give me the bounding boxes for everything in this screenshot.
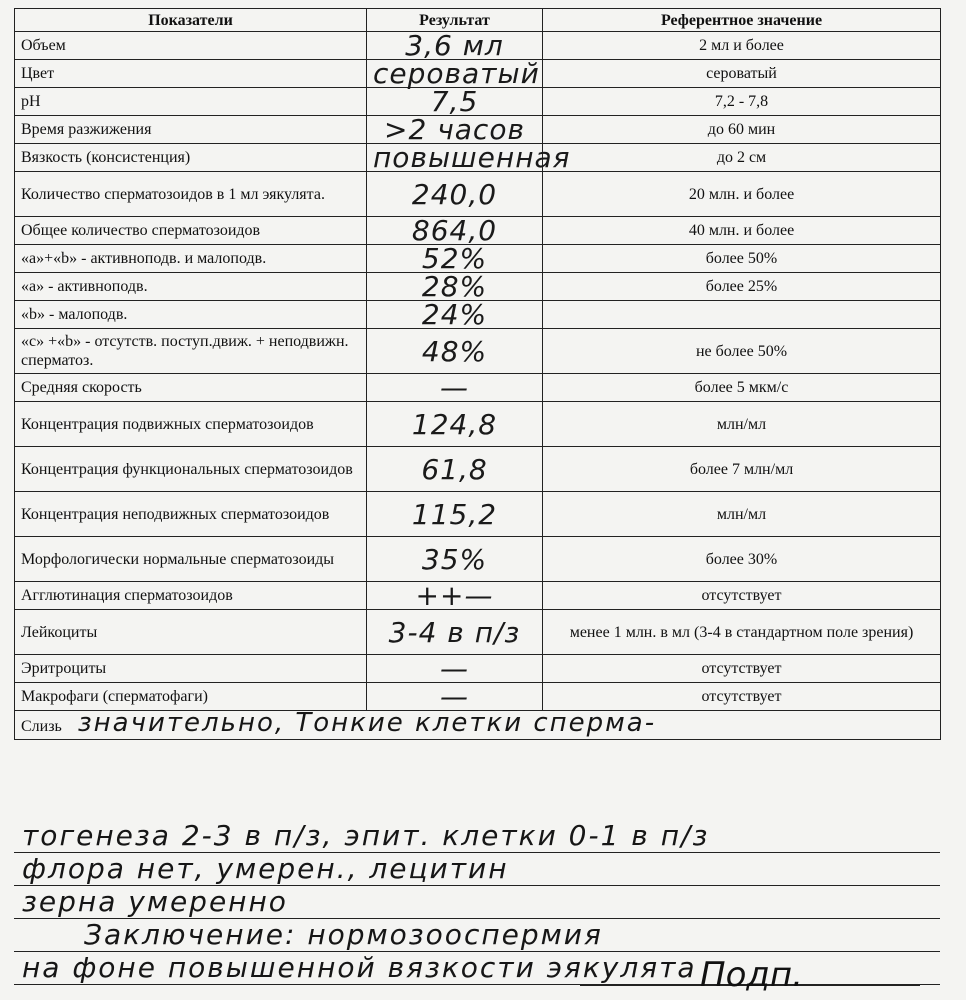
row-reference: отсутствует [543, 655, 941, 683]
row-result: 3,6 мл [367, 32, 543, 60]
conclusion-text: Заключение: нормозооспермия [84, 918, 603, 951]
row-result: 48% [367, 329, 543, 374]
row-result: 52% [367, 245, 543, 273]
row-reference: более 5 мкм/с [543, 374, 941, 402]
row-reference: более 7 млн/мл [543, 447, 941, 492]
table-row [15, 655, 941, 683]
conclusion-line [14, 919, 940, 952]
mucus-label: Слизь [21, 718, 62, 735]
row-name: Общее количество сперматозоидов [15, 217, 367, 245]
row-result: 3-4 в п/з [367, 610, 543, 655]
row-reference: более 50% [543, 245, 941, 273]
row-reference: до 2 см [543, 144, 941, 172]
row-reference: более 30% [543, 537, 941, 582]
table-row [15, 402, 941, 447]
table-row [15, 32, 941, 60]
row-result: 61,8 [367, 447, 543, 492]
row-result: >2 часов [367, 116, 543, 144]
row-result: 240,0 [367, 172, 543, 217]
row-name: Объем [15, 32, 367, 60]
row-reference: 20 млн. и более [543, 172, 941, 217]
note-line [14, 886, 940, 919]
table-row [15, 492, 941, 537]
header-reference: Референтное значение [543, 9, 941, 32]
analysis-sheet [14, 8, 940, 740]
row-result: 115,2 [367, 492, 543, 537]
note-line [14, 820, 940, 853]
row-name: Эритроциты [15, 655, 367, 683]
row-name: Морфологически нормальные сперматозоиды [15, 537, 367, 582]
row-result: ++— [367, 582, 543, 610]
row-name: Цвет [15, 60, 367, 88]
row-reference: не более 50% [543, 329, 941, 374]
row-reference: до 60 мин [543, 116, 941, 144]
row-reference: 7,2 - 7,8 [543, 88, 941, 116]
row-name: Средняя скорость [15, 374, 367, 402]
row-result: 28% [367, 273, 543, 301]
row-name: Вязкость (консистенция) [15, 144, 367, 172]
row-result: 24% [367, 301, 543, 329]
row-result: — [367, 655, 543, 683]
table-row [15, 537, 941, 582]
table-row [15, 217, 941, 245]
table-row [15, 116, 941, 144]
note-text: тогенеза 2-3 в п/з, эпит. клетки 0-1 в п/з [22, 819, 710, 852]
note-line [14, 853, 940, 886]
table-row [15, 301, 941, 329]
row-result: 7,5 [367, 88, 543, 116]
table-row [15, 683, 941, 711]
row-result: 864,0 [367, 217, 543, 245]
row-name: «b» - малоподв. [15, 301, 367, 329]
row-name: Лейкоциты [15, 610, 367, 655]
table-row [15, 329, 941, 374]
table-row [15, 88, 941, 116]
row-reference [543, 301, 941, 329]
row-name: «с» +«b» - отсутств. поступ.движ. + неподвижн. сперматоз. [15, 329, 367, 374]
row-name: Макрофаги (сперматофаги) [15, 683, 367, 711]
signature: Подп. [700, 955, 803, 995]
row-result: — [367, 683, 543, 711]
row-result: 124,8 [367, 402, 543, 447]
table-row [15, 245, 941, 273]
row-name: «а»+«b» - активноподв. и малоподв. [15, 245, 367, 273]
conclusion-text: на фоне повышенной вязкости эякулята [22, 951, 697, 984]
mucus-cell [15, 708, 941, 740]
table-row [15, 144, 941, 172]
table-row [15, 273, 941, 301]
table-row [15, 447, 941, 492]
results-table [14, 8, 941, 740]
table-row [15, 172, 941, 217]
row-name: Агглютинация сперматозоидов [15, 582, 367, 610]
table-row [15, 582, 941, 610]
mucus-row [15, 711, 941, 740]
table-row [15, 374, 941, 402]
row-result: 35% [367, 537, 543, 582]
row-result: повышенная [367, 144, 543, 172]
row-reference: млн/мл [543, 402, 941, 447]
note-text: зерна умеренно [22, 885, 288, 918]
table-row [15, 60, 941, 88]
header-indicator: Показатели [15, 9, 367, 32]
row-name: Количество сперматозоидов в 1 мл эякулята. [15, 172, 367, 217]
row-name: Концентрация неподвижных сперматозоидов [15, 492, 367, 537]
row-reference: млн/мл [543, 492, 941, 537]
row-reference: отсутствует [543, 582, 941, 610]
header-result: Результат [367, 9, 543, 32]
mucus-handwritten: значительно, Тонкие клетки спермa- [77, 708, 657, 738]
row-name: Время разжижения [15, 116, 367, 144]
note-text: флора нет, умерен., лецитин [22, 852, 509, 885]
row-name: Концентрация функциональных сперматозоидов [15, 447, 367, 492]
row-name: Концентрация подвижных сперматозоидов [15, 402, 367, 447]
row-reference: сероватый [543, 60, 941, 88]
row-name: pH [15, 88, 367, 116]
table-row [15, 610, 941, 655]
row-reference: 2 мл и более [543, 32, 941, 60]
row-result: сероватый [367, 60, 543, 88]
row-name: «а» - активноподв. [15, 273, 367, 301]
row-reference: 40 млн. и более [543, 217, 941, 245]
row-reference: более 25% [543, 273, 941, 301]
row-reference: менее 1 млн. в мл (3-4 в стандартном поле зрения) [543, 610, 941, 655]
row-result: — [367, 374, 543, 402]
row-reference: отсутствует [543, 683, 941, 711]
